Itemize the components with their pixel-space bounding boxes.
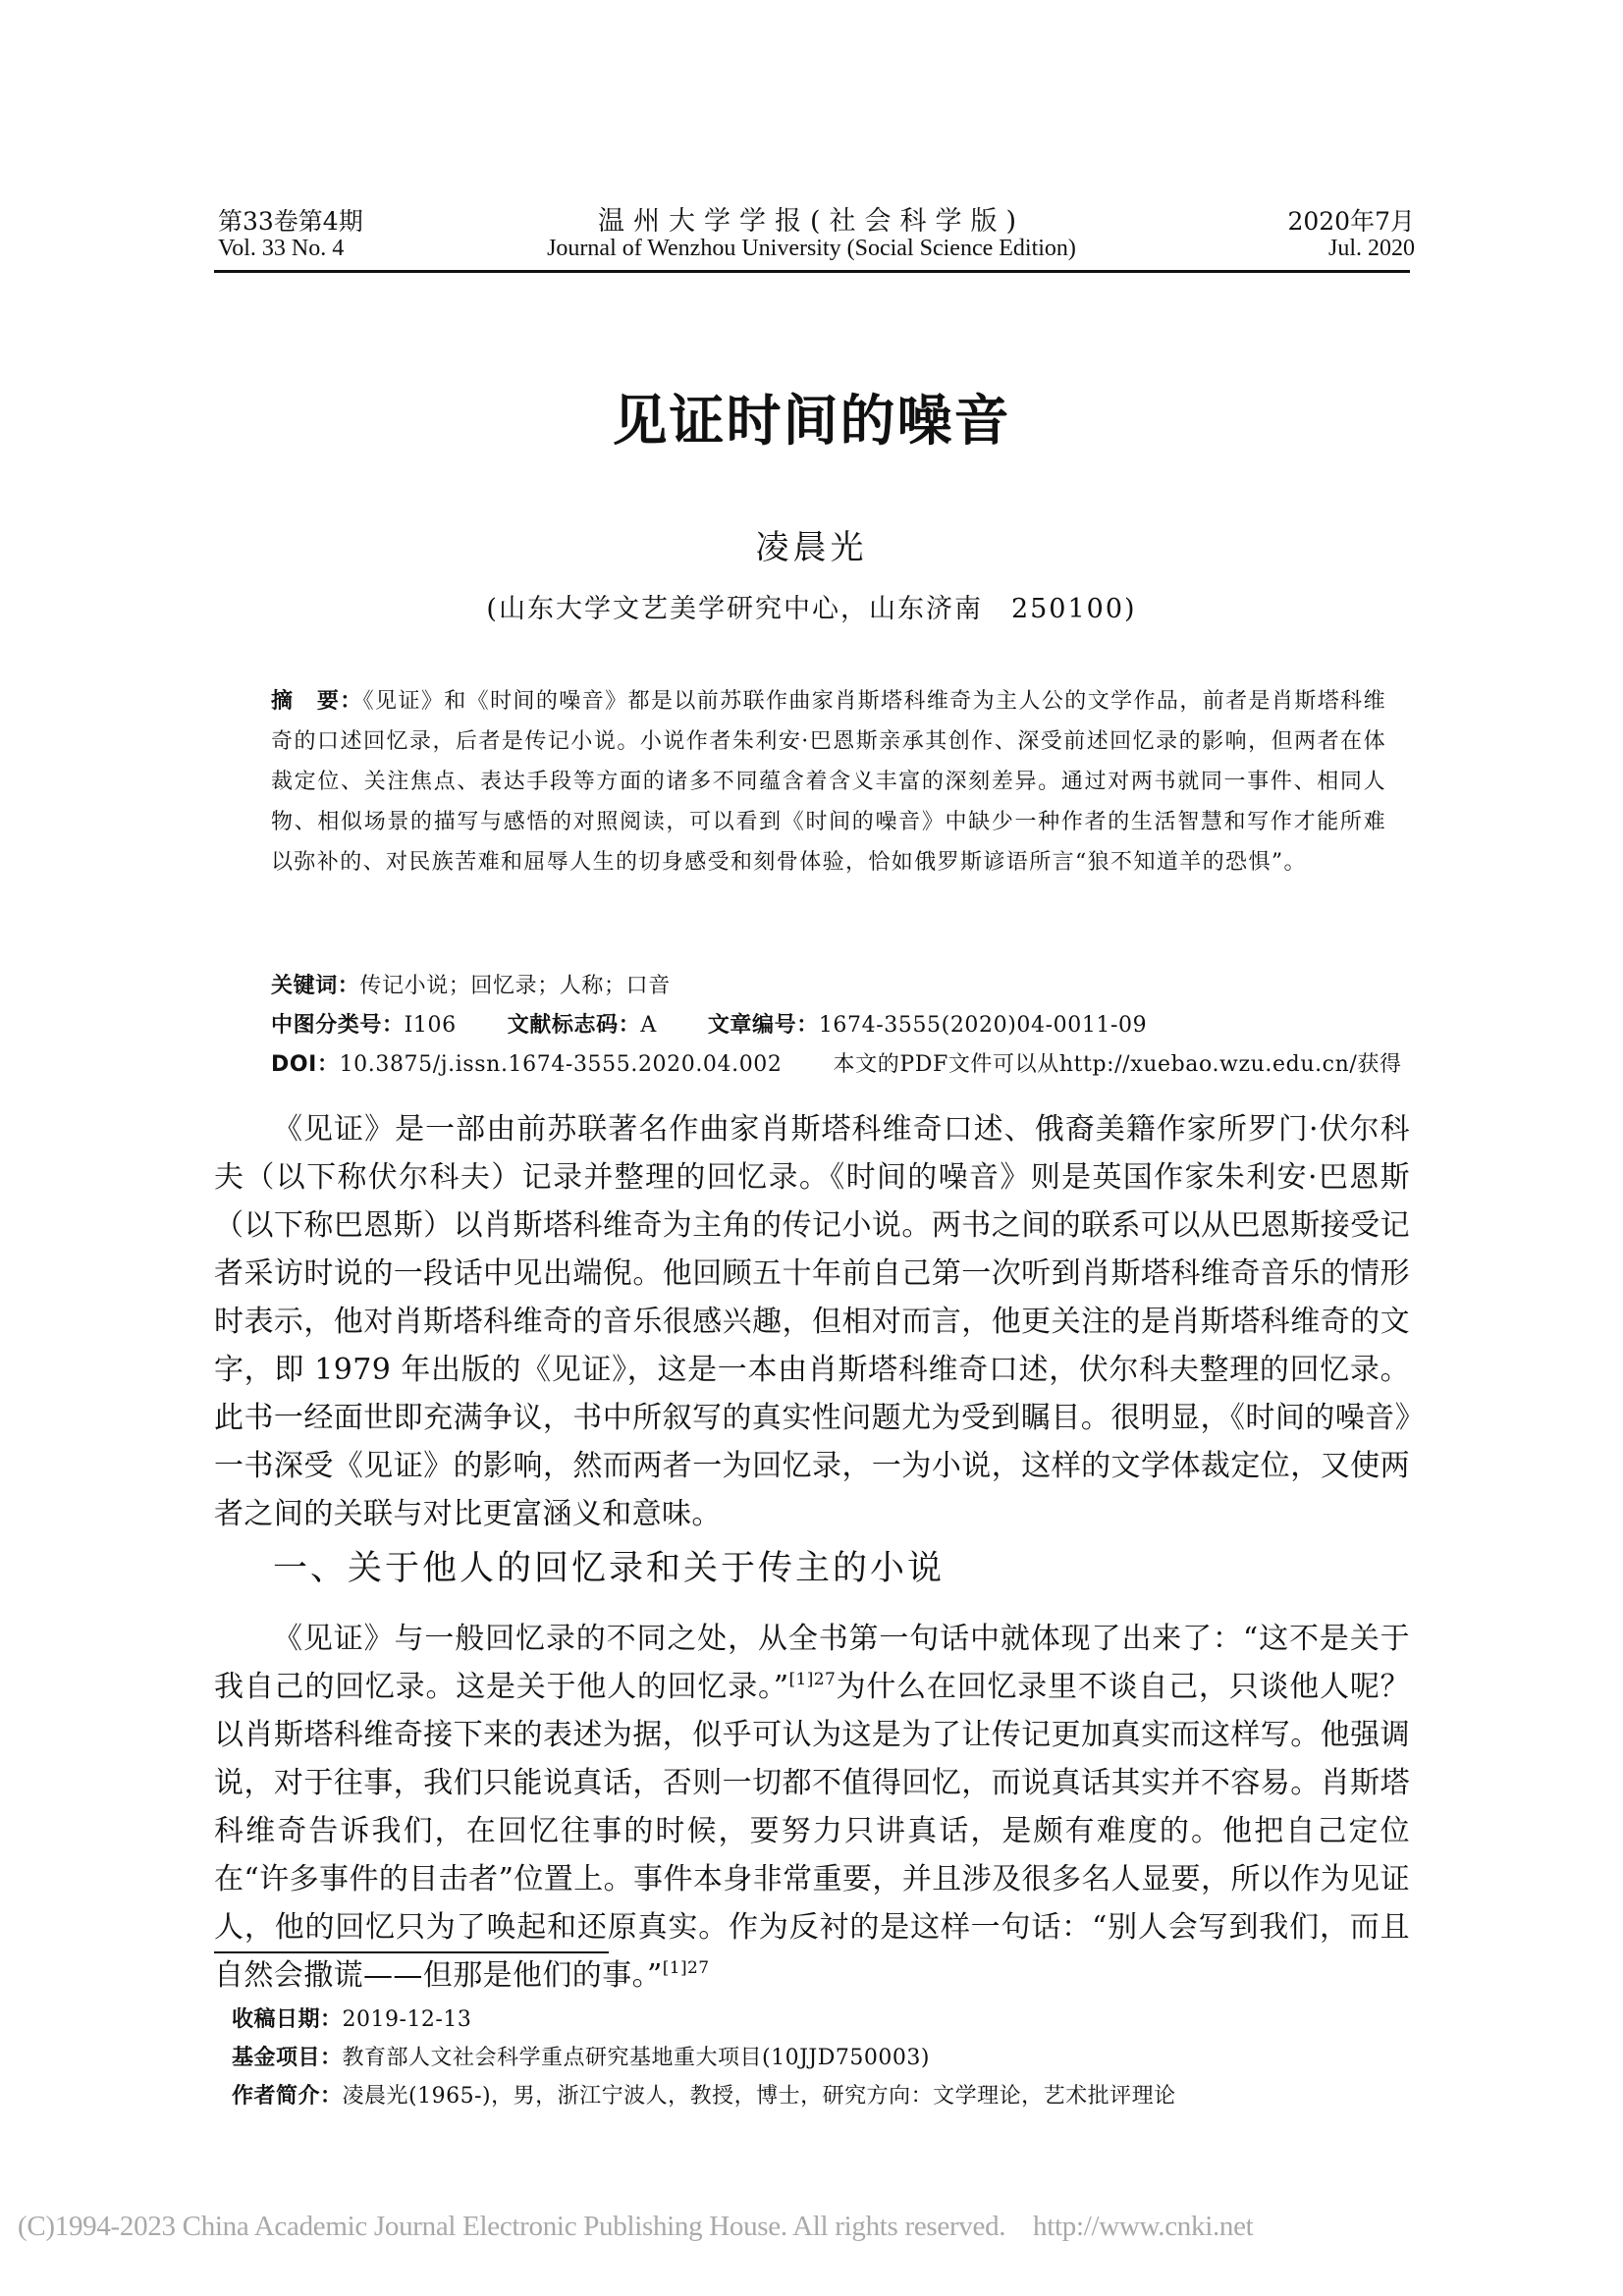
citation-ref[interactable]: [1]27 <box>662 1958 710 1978</box>
pdf-availability-note: 本文的PDF文件可以从http://xuebao.wzu.edu.cn/获得 <box>833 1052 1402 1077</box>
keywords <box>271 969 671 999</box>
fund-label: 基金项目： <box>232 2046 343 2070</box>
received-date <box>232 2002 471 2033</box>
header-divider <box>214 270 1410 273</box>
journal-name-en: Journal of Wenzhou University (Social Science Edition) <box>547 236 1076 261</box>
clc-value: I106 <box>404 1013 457 1038</box>
cnki-copyright-watermark <box>18 2211 1253 2243</box>
doi-line <box>271 1047 1402 1078</box>
received-label: 收稿日期： <box>232 2007 343 2032</box>
abstract-text: 《见证》和《时间的噪音》都是以前苏联作曲家肖斯塔科维奇为主人公的文学作品，前者是肖斯塔科维奇的口述回忆录，后者是传记小说。小说作者朱利安·巴恩斯亲承其创作、深受前述回忆录的影响，但两者在体裁定位、关注焦点、表达手段等方面的诸多不同蕴含着含义丰富的深刻差异。通过对两书就同一事件、相同人物、相似场景的描写与感悟的对照阅读，可以看到《时间的噪音》中缺少一种作者的生活智慧和写作才能所难以弥补的、对民族苦难和屈辱人生的切身感受和刻骨体验，恰如俄罗斯谚语所言“狼不知道羊的恐惧”。 <box>271 689 1386 875</box>
author-bio <box>232 2079 1176 2109</box>
keywords-text: 传记小说；回忆录；人称；口音 <box>359 974 671 998</box>
article-author: 凌晨光 <box>755 528 868 567</box>
author-affiliation: (山东大学文艺美学研究中心，山东济南 250100) <box>486 594 1137 624</box>
journal-name-cn: 温州大学学报(社会科学版) <box>597 206 1026 237</box>
article-title: 见证时间的噪音 <box>612 390 1011 454</box>
volume-issue-en: Vol. 33 No. 4 <box>218 236 345 261</box>
volume-issue-cn: 第33卷第4期 <box>218 207 363 236</box>
doc-code-value: A <box>640 1013 657 1038</box>
fund-value: 教育部人文社会科学重点研究基地重大项目(10JJD750003) <box>342 2046 930 2070</box>
body-intro <box>214 1105 1410 1538</box>
article-number-value: 1674-3555(2020)04-0011-09 <box>818 1013 1148 1038</box>
received-value: 2019-12-13 <box>342 2007 472 2032</box>
abstract <box>271 681 1386 882</box>
doc-code-label: 文献标志码： <box>507 1013 641 1038</box>
intro-paragraph: 《见证》是一部由前苏联著名作曲家肖斯塔科维奇口述、俄裔美籍作家所罗门·伏尔科夫（以下称伏尔科夫）记录并整理的回忆录。《时间的噪音》则是英国作家朱利安·巴恩斯（以下称巴恩斯）以肖斯塔科维奇为主角的传记小说。两书之间的联系可以从巴恩斯接受记者采访时说的一段话中见出端倪。他回顾五十年前自己第一次听到肖斯塔科维奇音乐的情形时表示，他对肖斯塔科维奇的音乐很感兴趣，但相对而言，他更关注的是肖斯塔科维奇的文字，即 1979 年出版的《见证》，这是一本由肖斯塔科维奇口述，伏尔科夫整理的回忆录。此书一经面世即充满争议，书中所叙写的真实性问题尤为受到瞩目。很明显，《时间的噪音》一书深受《见证》的影响，然而两者一为回忆录，一为小说，这样的文学体裁定位，又使两者之间的关联与对比更富涵义和意味。 <box>214 1112 1410 1531</box>
keywords-label: 关键词： <box>271 974 360 998</box>
copyright-text: (C)1994-2023 China Academic Journal Electronic Publishing House. All rights reserved. <box>18 2211 1006 2242</box>
article-number-label: 文章编号： <box>707 1013 819 1038</box>
fund-project <box>232 2041 930 2071</box>
section1-paragraph <box>214 1615 1410 2000</box>
cnki-url[interactable]: http://www.cnki.net <box>1033 2211 1254 2242</box>
clc-label: 中图分类号： <box>271 1013 405 1038</box>
abstract-label: 摘 要： <box>271 689 363 714</box>
doi-value[interactable]: 10.3875/j.issn.1674-3555.2020.04.002 <box>339 1052 783 1077</box>
citation-ref[interactable]: [1]27 <box>788 1670 837 1689</box>
issue-date-en: Jul. 2020 <box>1327 236 1415 261</box>
doi-label: DOI： <box>271 1052 340 1077</box>
bio-label: 作者简介： <box>232 2084 343 2109</box>
classification-line <box>271 1008 1147 1039</box>
issue-date-cn: 2020年7月 <box>1287 207 1415 236</box>
section-heading-1: 一、关于他人的回忆录和关于传主的小说 <box>273 1549 946 1588</box>
body-section-1 <box>214 1615 1410 2000</box>
footnote-divider <box>214 1951 609 1953</box>
paragraph-text-b: 为什么在回忆录里不谈自己，只谈他人呢？以肖斯塔科维奇接下来的表述为据，似乎可认为这是为了让传记更加真实而这样写。他强调说，对于往事，我们只能说真话，否则一切都不值得回忆，而说真话其实并不容易。肖斯塔科维奇告诉我们，在回忆往事的时候，要努力只讲真话，是颇有难度的。他把自己定位在“许多事件的目击者”位置上。事件本身非常重要，并且涉及很多名人显要，所以作为见证人，他的回忆只为了唤起和还原真实。作为反衬的是这样一句话：“别人会写到我们，而且自然会撒谎——但那是他们的事。” <box>214 1670 1410 1993</box>
bio-value: 凌晨光(1965-)，男，浙江宁波人，教授，博士，研究方向：文学理论，艺术批评理论 <box>342 2084 1176 2109</box>
paragraph-text-a: 《见证》与一般回忆录的不同之处，从全书第一句话中就体现了出来了：“这不是关于我自己的回忆录。这是关于他人的回忆录。” <box>214 1622 1410 1704</box>
